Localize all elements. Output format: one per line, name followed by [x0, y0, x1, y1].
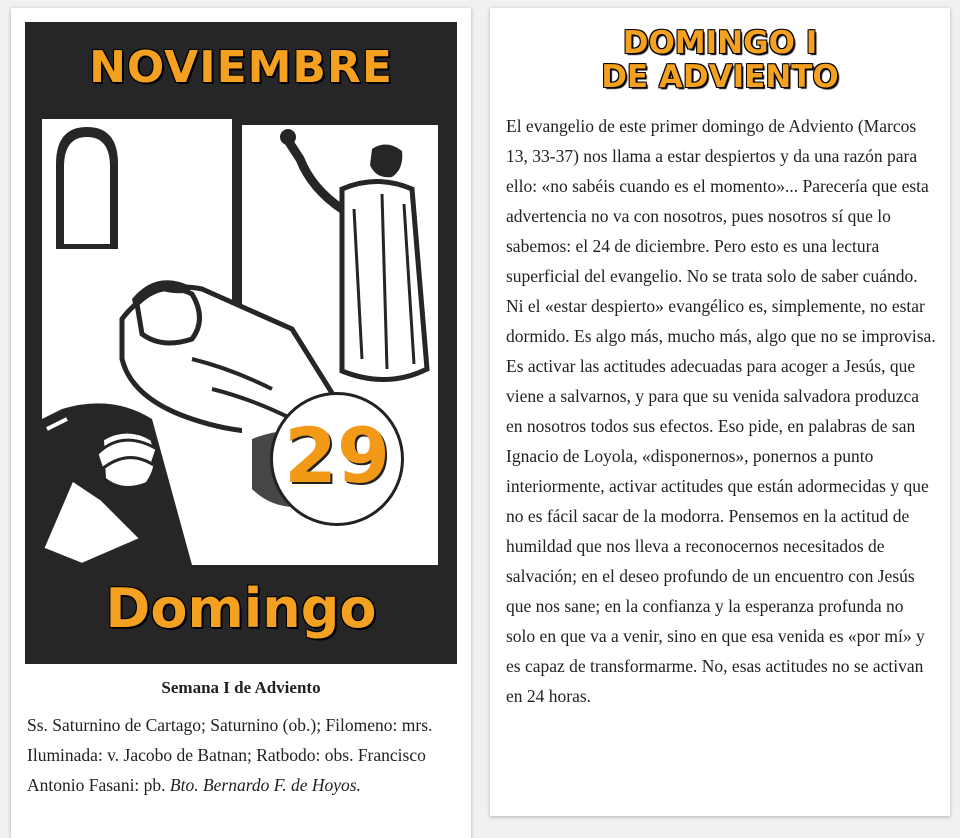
reflection-title-line1: DOMINGO I [622, 25, 818, 61]
reflection-title [490, 26, 950, 94]
reflection-body: El evangelio de este primer domingo de Adviento (Marcos 13, 33-37) nos llama a estar despiertos y da una razón para ello: «no sabéis cuando es el momento»... Parecería que esta advertencia no va con nosotros, pues nosotros sí que lo sabemos: el 24 de diciembre. Pero esto es una lectura superficial del evangelio. No se trata solo de saber cuándo. Ni el «estar despierto» evangélico es, simplemente, no estar dormido. Es algo más, mucho más, algo que no se improvisa. Es activar las actitudes adecuadas para acoger a Jesús, que viene a salvarnos, y para que su venida salvadora produzca en nosotros todos sus efectos. Eso pide, en palabras de san Ignacio de Loyola, «disponernos», ponernos a punto interiormente, activar actitudes que están adormecidas y que no es fácil sacar de la modorra. Pensemos en la actitud de humildad que nos lleva a reconocernos necesitados de salvación; en el deseo profundo de un encuentro con Jesús que nos sane; en la confianza y la esperanza profunda no solo en que va a venir, sino en que esa venida es «por mí» y es capaz de transformarme. No, esas actitudes no se activan en 24 horas. [506, 116, 936, 706]
calendar-image [25, 22, 457, 664]
saints-text: Ss. Saturnino de Cartago; Saturnino (ob.); Filomeno: mrs. Iluminada: v. Jacobo de Batnan; Ratbodo: obs. Francisco Antonio Fasani: pb. [27, 715, 433, 795]
reflection-card [490, 8, 950, 816]
weekday-title: Domingo [105, 577, 377, 640]
calendar-card [11, 8, 471, 838]
week-label: Semana I de Adviento [161, 678, 321, 697]
saints-italic: Bto. Bernardo F. de Hoyos. [169, 775, 361, 795]
month-title: NOVIEMBRE [89, 42, 393, 93]
saints-of-the-day [27, 710, 457, 800]
day-number: 29 [284, 411, 390, 500]
day-circle [270, 392, 404, 526]
reflection-title-line2: DE ADVIENTO [601, 59, 839, 95]
